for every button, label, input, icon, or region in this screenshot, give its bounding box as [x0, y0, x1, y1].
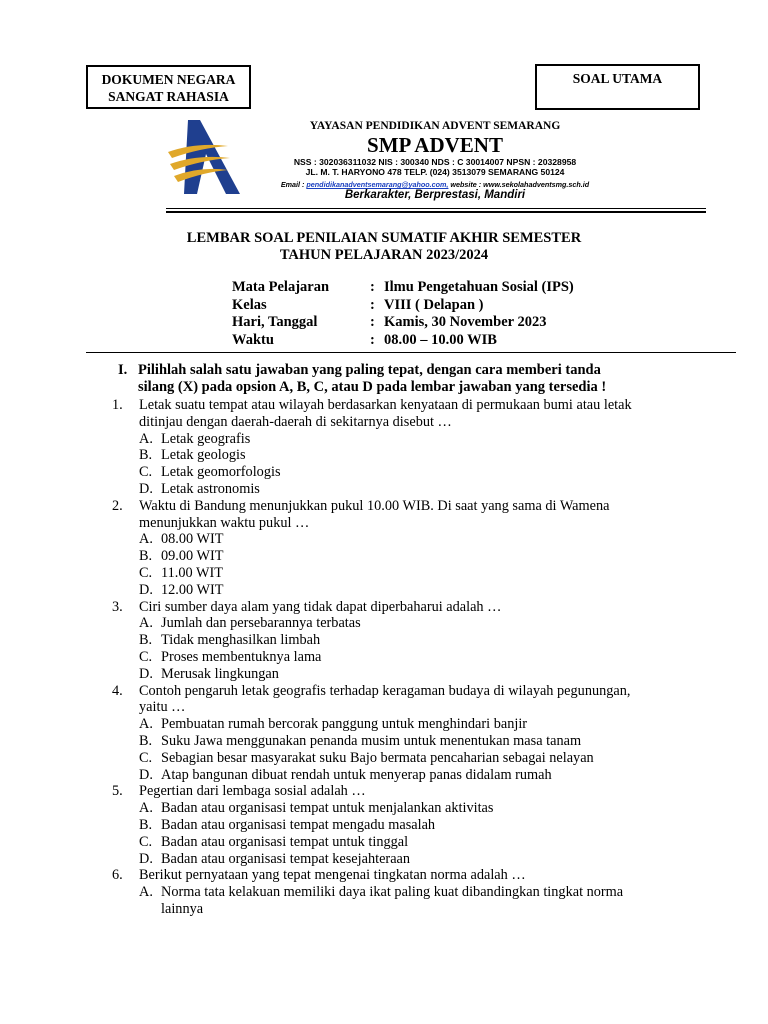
answer-option [112, 800, 692, 817]
option-text: Badan atau organisasi tempat untuk menjalankan aktivitas [161, 800, 494, 817]
question-4 [112, 683, 692, 784]
question-number: 3. [112, 598, 123, 615]
option-text: Suku Jawa menggunakan penanda musim untuk menentukan masa tanam [161, 732, 582, 749]
letterhead-rule-thick [166, 211, 706, 213]
question-text: Ciri sumber daya alam yang tidak dapat diperbaharui adalah … [139, 598, 502, 615]
option-text: Sebagian besar masyarakat suku Bajo bermata pencaharian sebagai nelayan [161, 749, 594, 766]
answer-option [112, 767, 692, 784]
option-text: Letak geologis [161, 447, 246, 464]
info-value: VIII ( Delapan ) [384, 296, 484, 313]
info-label: Hari, Tanggal [232, 314, 318, 330]
option-text: Atap bangunan dibuat rendah untuk menyerap panas didalam rumah [161, 766, 552, 783]
school-address: JL. M. T. HARYONO 478 TELP. (024) 3513079 SEMARANG 50124 [305, 167, 565, 177]
option-letter: A. [139, 430, 153, 447]
question-list [112, 397, 692, 918]
question-stem-continued: yaitu … [139, 699, 186, 716]
question-stem [112, 498, 692, 515]
letterhead-rule-thin [166, 208, 706, 209]
option-text: Merusak lingkungan [161, 665, 279, 682]
website-label: website : [448, 180, 484, 189]
option-text: Letak geomorfologis [161, 464, 281, 481]
option-letter: C. [139, 648, 153, 665]
option-letter: A. [139, 800, 153, 817]
question-number: 1. [112, 397, 123, 413]
answer-option [112, 548, 692, 565]
option-text: Pembuatan rumah bercorak panggung untuk menghindari banjir [161, 716, 528, 733]
answer-option-continued [112, 901, 692, 918]
classification-line-1: DOKUMEN NEGARA [101, 72, 236, 87]
option-letter: C. [139, 464, 153, 481]
answer-option [112, 649, 692, 666]
email-label: Email : [280, 180, 307, 189]
option-letter: C. [139, 564, 153, 581]
section-text [138, 362, 658, 396]
option-text: 09.00 WIT [161, 548, 224, 565]
info-label: Kelas [232, 296, 267, 313]
option-text: 08.00 WIT [161, 531, 224, 548]
answer-option [112, 431, 692, 448]
answer-option [112, 615, 692, 632]
option-text: Badan atau organisasi tempat mengadu masalah [161, 816, 436, 833]
section-divider [86, 352, 736, 353]
school-name: SMP ADVENT [367, 133, 503, 157]
question-text: Contoh pengaruh letak geografis terhadap keragaman budaya di wilayah pegunungan, [139, 682, 631, 699]
info-label: Mata Pelajaran [232, 279, 330, 295]
exam-info [232, 279, 574, 349]
answer-option [112, 582, 692, 599]
option-letter: B. [139, 816, 153, 833]
info-value: 08.00 – 10.00 WIB [384, 331, 497, 348]
option-text: Letak geografis [161, 430, 251, 447]
exam-type-label: SOAL UTAMA [572, 71, 663, 86]
option-letter: D. [139, 850, 153, 867]
exam-title: LEMBAR SOAL PENILAIAN SUMATIF AKHIR SEMESTER [186, 230, 582, 246]
question-stem-continued: ditinjau dengan daerah-daerah di sekitarnya disebut … [139, 413, 452, 430]
question-number: 6. [112, 867, 123, 884]
option-text: 12.00 WIT [161, 581, 224, 598]
answer-option [112, 565, 692, 582]
option-letter: D. [139, 480, 153, 497]
answer-option [112, 464, 692, 481]
section-number: I. [118, 362, 128, 378]
option-letter: A. [139, 884, 153, 901]
school-logo-icon [166, 118, 242, 198]
question-5 [112, 783, 692, 867]
option-text: Badan atau organisasi tempat untuk tinggal [161, 833, 409, 850]
question-text: Waktu di Bandung menunjukkan pukul 10.00 WIB. Di saat yang sama di Wamena [139, 497, 610, 514]
option-letter: B. [139, 632, 153, 649]
answer-option [112, 851, 692, 868]
question-number: 5. [112, 783, 123, 800]
option-text: Letak astronomis [161, 480, 260, 497]
info-row [232, 314, 574, 332]
answer-option [112, 531, 692, 548]
info-colon: : [370, 331, 375, 348]
school-motto: Berkarakter, Berprestasi, Mandiri [344, 189, 526, 201]
answer-option [112, 481, 692, 498]
option-letter: D. [139, 766, 153, 783]
answer-option [112, 716, 692, 733]
question-number: 4. [112, 682, 123, 699]
option-text: Norma tata kelakuan memiliki daya ikat paling kuat dibandingkan tingkat norma [161, 884, 624, 901]
question-6 [112, 867, 692, 917]
option-text: Jumlah dan persebarannya terbatas [161, 615, 361, 632]
info-colon: : [370, 314, 375, 330]
option-letter: A. [139, 716, 153, 733]
info-value: Kamis, 30 November 2023 [384, 314, 547, 330]
question-1 [112, 397, 692, 498]
option-letter: A. [139, 531, 153, 548]
email-link[interactable]: pendidikanadventsemarang@yahoo.com, [306, 180, 449, 189]
classification-box [86, 65, 251, 109]
question-text: Pegertian dari lembaga sosial adalah … [139, 783, 366, 800]
exam-type-box [535, 64, 700, 110]
question-stem [112, 599, 692, 616]
answer-option [112, 817, 692, 834]
answer-option [112, 834, 692, 851]
question-stem [112, 783, 692, 800]
option-letter: D. [139, 581, 153, 598]
info-value: Ilmu Pengetahuan Sosial (IPS) [384, 279, 574, 295]
option-letter: B. [139, 447, 153, 464]
question-number: 2. [112, 497, 123, 514]
answer-option [112, 884, 692, 901]
website-text: www.sekolahadventsmg.sch.id [483, 180, 590, 189]
option-letter: C. [139, 833, 153, 850]
option-letter: C. [139, 749, 153, 766]
foundation-name: YAYASAN PENDIDIKAN ADVENT SEMARANG [309, 120, 561, 132]
info-row [232, 279, 574, 297]
question-text: Berikut pernyataan yang tepat mengenai tingkatan norma adalah … [139, 867, 526, 884]
question-stem [112, 397, 692, 414]
option-text: Proses membentuknya lama [161, 648, 322, 665]
option-letter: A. [139, 615, 153, 632]
classification-line-2: SANGAT RAHASIA [108, 89, 229, 104]
instruction-line: silang (X) pada opsion A, B, C, atau D pada lembar jawaban yang tersedia ! [138, 379, 607, 395]
question-2 [112, 498, 692, 599]
info-row [232, 297, 574, 315]
info-label: Waktu [232, 331, 274, 348]
option-letter: D. [139, 665, 153, 682]
question-stem [112, 867, 692, 884]
info-colon: : [370, 296, 375, 313]
question-stem [112, 683, 692, 700]
option-text: Badan atau organisasi tempat kesejahteraan [161, 850, 411, 867]
option-letter: B. [139, 548, 153, 565]
info-row [232, 332, 574, 350]
answer-option [112, 632, 692, 649]
info-colon: : [370, 279, 375, 295]
option-text: Tidak menghasilkan limbah [161, 632, 321, 649]
answer-option [112, 447, 692, 464]
answer-option [112, 750, 692, 767]
answer-option [112, 733, 692, 750]
instruction-line: Pilihlah salah satu jawaban yang paling tepat, dengan cara memberi tanda [138, 362, 601, 378]
question-text: Letak suatu tempat atau wilayah berdasarkan kenyataan di permukaan bumi atau letak [139, 397, 632, 413]
option-text: 11.00 WIT [161, 564, 223, 581]
school-ids: NSS : 302036311032 NIS : 300340 NDS : C 30014007 NPSN : 20328958 [293, 157, 577, 167]
school-contact [240, 180, 630, 189]
question-stem-continued: menunjukkan waktu pukul … [139, 514, 310, 531]
question-3 [112, 599, 692, 683]
option-letter: B. [139, 732, 153, 749]
exam-year: TAHUN PELAJARAN 2023/2024 [279, 247, 489, 263]
option-text: lainnya [161, 900, 204, 917]
answer-option [112, 666, 692, 683]
